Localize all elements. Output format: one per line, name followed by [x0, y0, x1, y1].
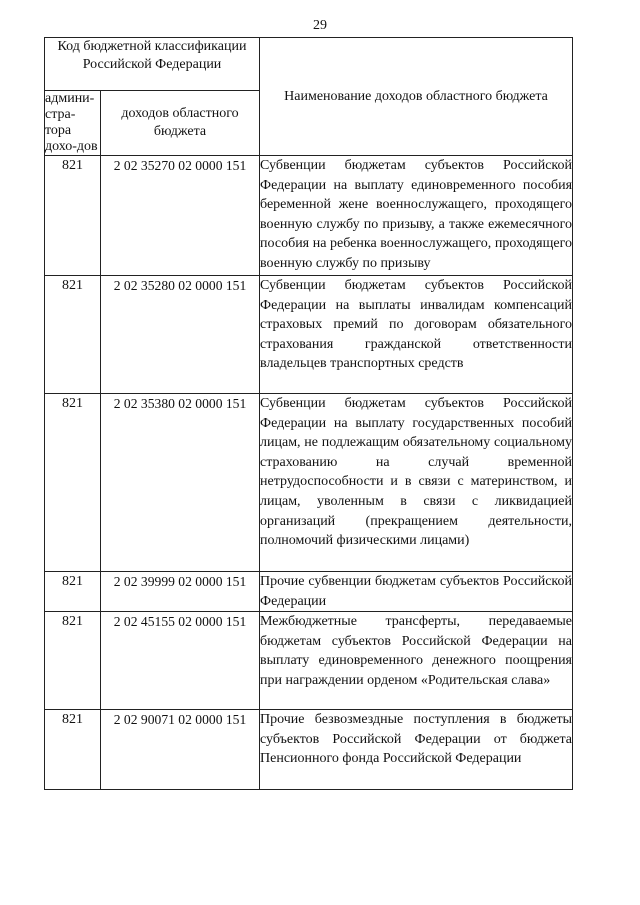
- header-regional-income: доходов областного бюджета: [101, 91, 260, 156]
- table-row: [45, 612, 573, 710]
- admin-code-cell: 821: [45, 710, 101, 790]
- table-row: [45, 276, 573, 394]
- table-row: [45, 710, 573, 790]
- header-administrator: админи-стра-тора дохо-дов: [45, 91, 101, 156]
- budget-code-cell: 2 02 90071 02 0000 151: [101, 710, 260, 790]
- header-income-name: Наименование доходов областного бюджета: [260, 38, 573, 156]
- income-name-cell: Прочие безвозмездные поступления в бюджеты субъектов Российской Федерации от бюджета Пенсионного фонда Российской Федерации: [260, 710, 573, 790]
- budget-code-cell: 2 02 45155 02 0000 151: [101, 612, 260, 710]
- table-row: [45, 394, 573, 572]
- admin-code-cell: 821: [45, 394, 101, 572]
- table-row: [45, 572, 573, 612]
- budget-code-cell: 2 02 35280 02 0000 151: [101, 276, 260, 394]
- income-name-cell: Субвенции бюджетам субъектов Российской Федерации на выплату государственных пособий лицам, не подлежащим обязательному социальному страхованию на случай временной нетрудоспособности и в связи с материнством, и лицам, уволенным в связи с ликвидацией организаций (прекращением деятельности, полномочий физическими лицами): [260, 394, 573, 572]
- income-name-cell: Субвенции бюджетам субъектов Российской Федерации на выплату единовременного пособия беременной жене военнослужащего, проходящего военную службу по призыву, а также ежемесячного пособия на ребенка военнослужащего, проходящего военную службу по призыву: [260, 156, 573, 276]
- header-row-top: [45, 38, 573, 91]
- budget-code-cell: 2 02 35270 02 0000 151: [101, 156, 260, 276]
- income-name-cell: Прочие субвенции бюджетам субъектов Российской Федерации: [260, 572, 573, 612]
- table-row: [45, 156, 573, 276]
- header-code-group: Код бюджетной классификации Российской Федерации: [45, 38, 260, 91]
- budget-classification-table: [44, 37, 573, 790]
- admin-code-cell: 821: [45, 612, 101, 710]
- admin-code-cell: 821: [45, 276, 101, 394]
- income-name-cell: Субвенции бюджетам субъектов Российской Федерации на выплаты инвалидам компенсаций страховых премий по договорам обязательного страхования гражданской ответственности владельцев транспортных средств: [260, 276, 573, 394]
- budget-code-cell: 2 02 35380 02 0000 151: [101, 394, 260, 572]
- income-name-cell: Межбюджетные трансферты, передаваемые бюджетам субъектов Российской Федерации на выплату единовременного денежного поощрения при награждении орденом «Родительская слава»: [260, 612, 573, 710]
- page-number: 29: [313, 18, 327, 33]
- admin-code-cell: 821: [45, 156, 101, 276]
- budget-code-cell: 2 02 39999 02 0000 151: [101, 572, 260, 612]
- admin-code-cell: 821: [45, 572, 101, 612]
